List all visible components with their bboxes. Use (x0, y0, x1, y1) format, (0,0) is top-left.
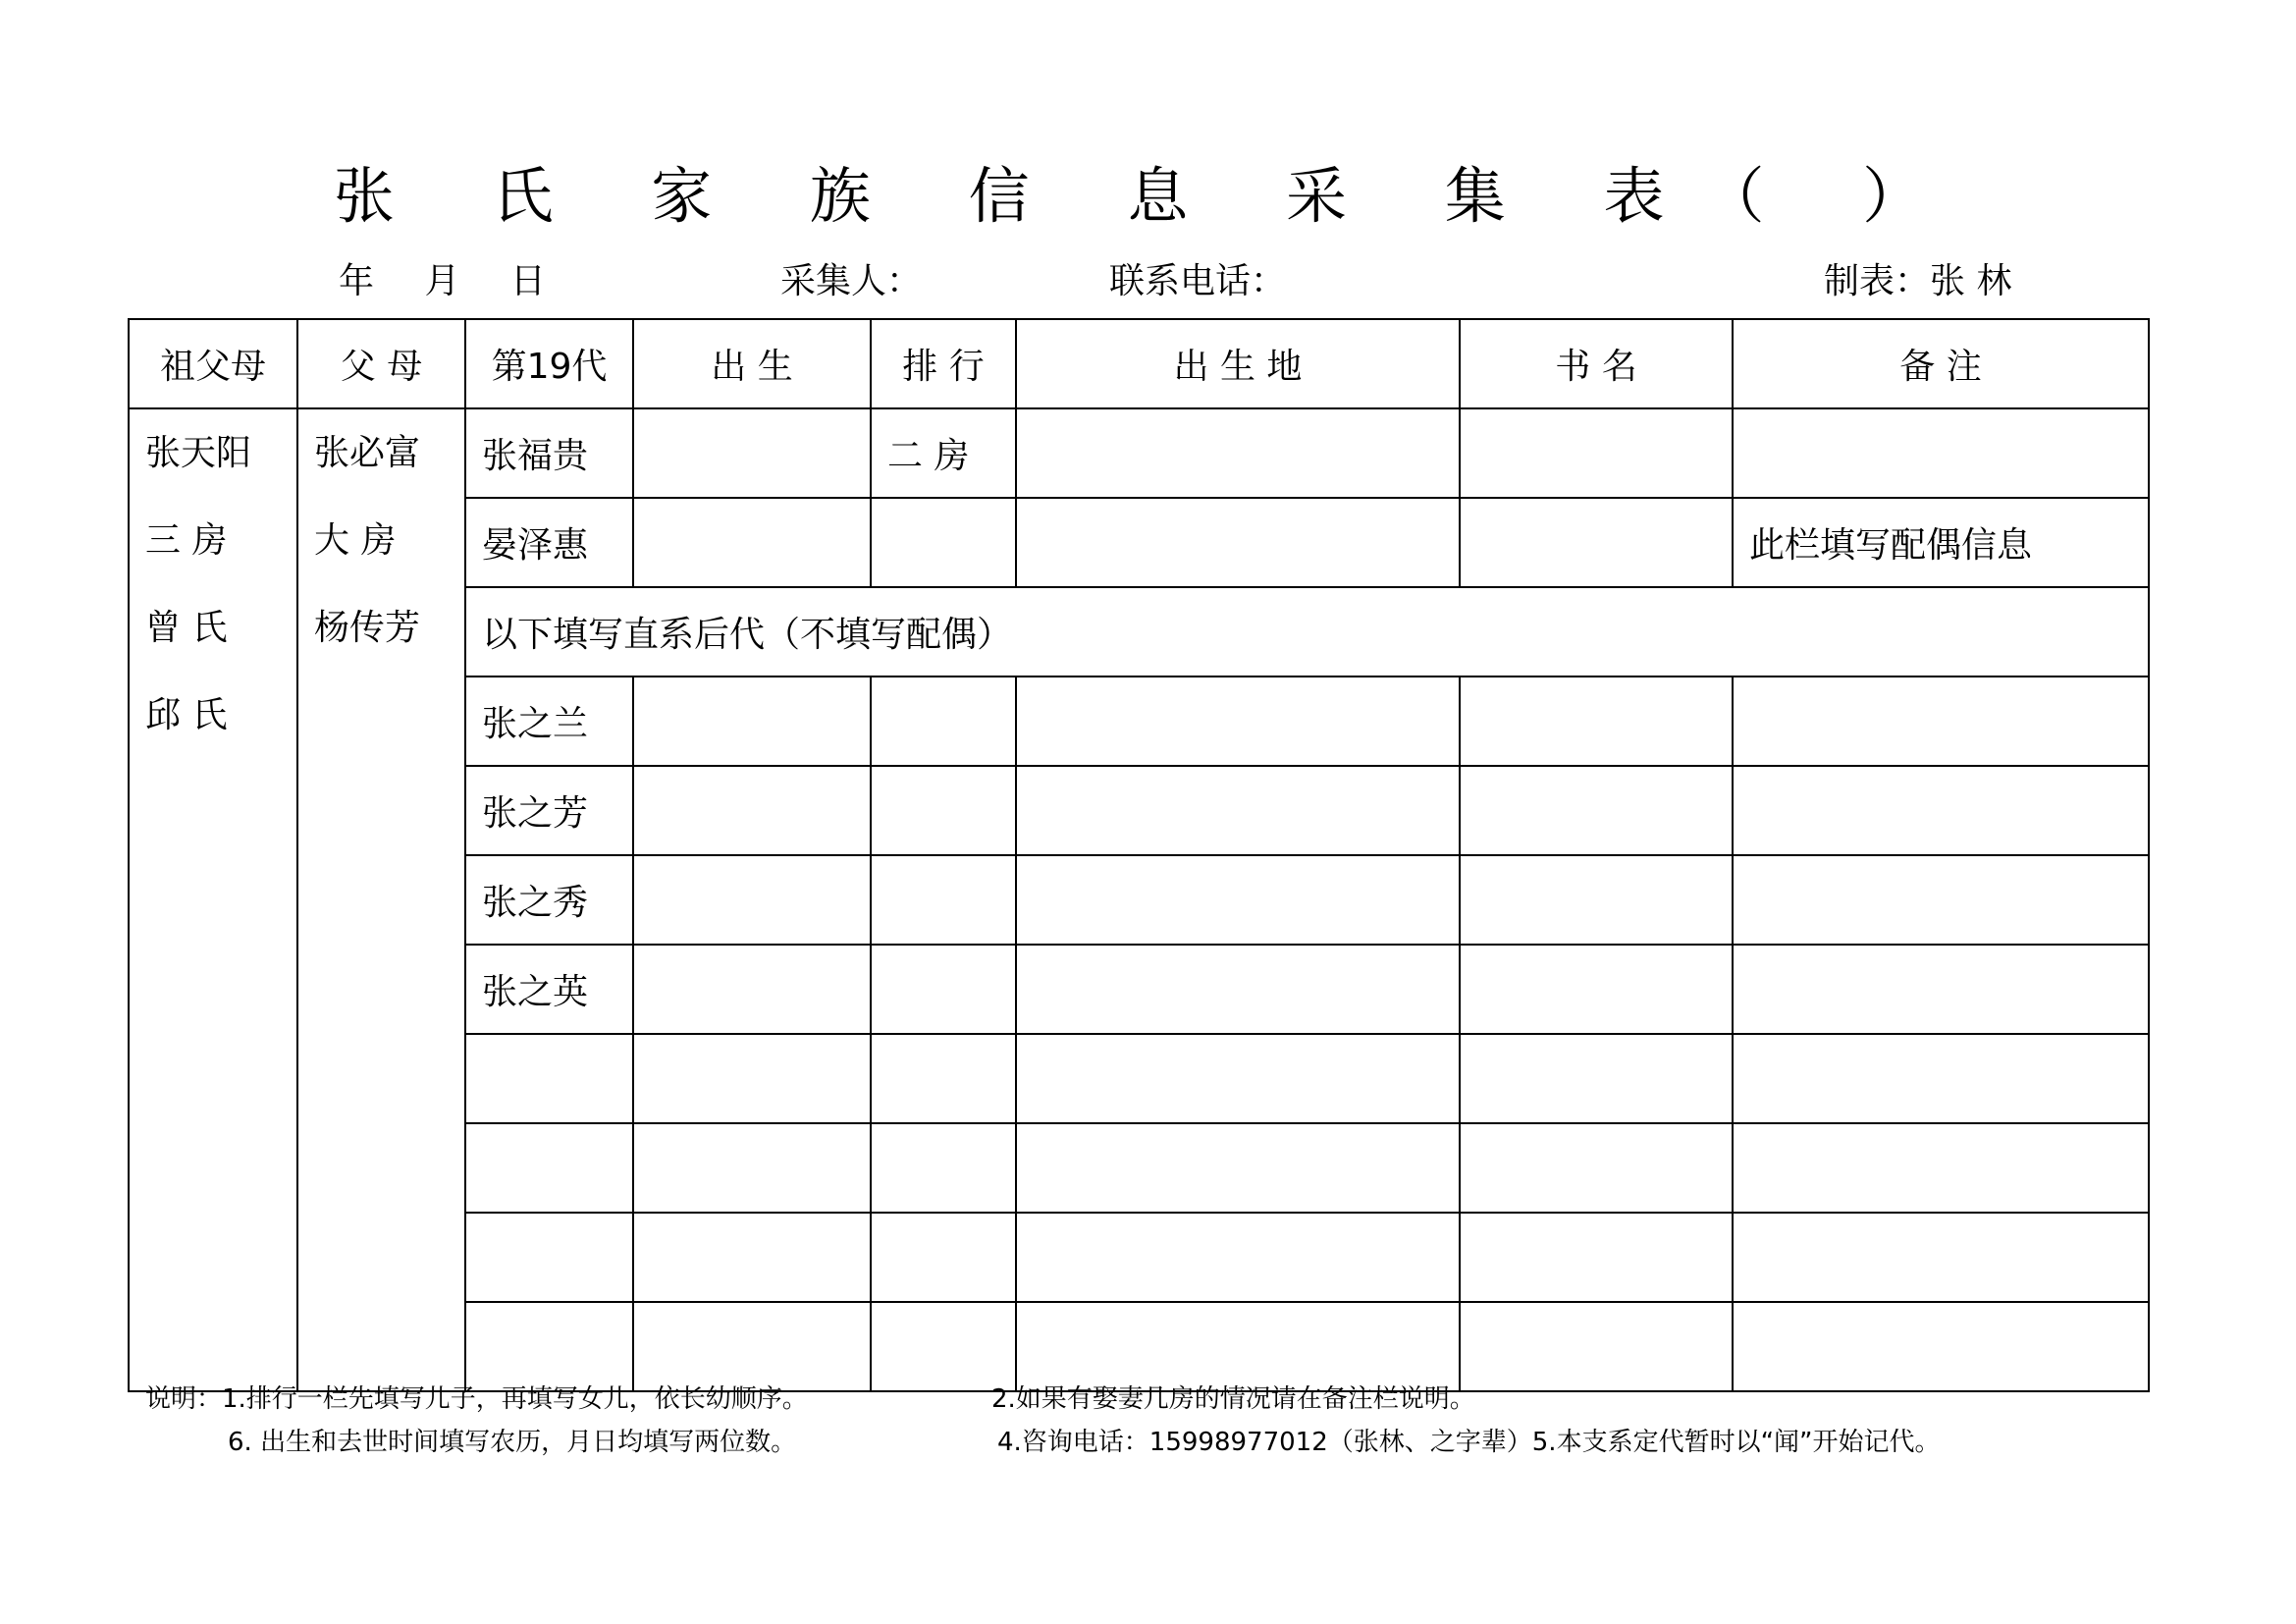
descendant-birthplace-cell[interactable] (1016, 1034, 1460, 1123)
descendant-book-name-cell[interactable] (1460, 1034, 1733, 1123)
descendant-remarks-cell[interactable] (1733, 1034, 2149, 1123)
descendant-remarks-cell[interactable] (1733, 1302, 2149, 1391)
self-book-name-cell[interactable] (1460, 408, 1733, 498)
grandparent-entry: 张天阳 (145, 433, 252, 473)
spouse-remarks-cell: 此栏填写配偶信息 (1733, 498, 2149, 587)
self-name-cell: 张福贵 (465, 408, 633, 498)
descendant-birth-cell[interactable] (633, 677, 871, 766)
form-maker-label: 制表：张 林 (1824, 261, 2012, 301)
family-info-table (128, 318, 2150, 1392)
grandparent-entry: 邱 氏 (145, 695, 228, 735)
spouse-rank-cell[interactable] (871, 498, 1016, 587)
self-row (129, 408, 2149, 498)
self-birth-cell[interactable] (633, 408, 871, 498)
grandparents-column (129, 408, 297, 1391)
spouse-birthplace-cell[interactable] (1016, 498, 1460, 587)
form-title: 张 氏 家 族 信 息 采 集 表（ ） (333, 160, 1963, 232)
descendant-birthplace-cell[interactable] (1016, 855, 1460, 945)
parent-entry: 杨传芳 (314, 608, 421, 648)
descendant-book-name-cell[interactable] (1460, 766, 1733, 855)
descendant-book-name-cell[interactable] (1460, 855, 1733, 945)
descendant-birth-cell[interactable] (633, 1213, 871, 1302)
grandparent-entry: 三 房 (145, 520, 228, 561)
contact-phone-label: 联系电话： (1109, 261, 1287, 301)
note-line1-left: 说明：1.排行一栏先填写儿子，再填写女儿，依长幼顺序。 (145, 1384, 808, 1414)
descendant-birth-cell[interactable] (633, 855, 871, 945)
descendant-birth-cell[interactable] (633, 945, 871, 1034)
descendant-remarks-cell[interactable] (1733, 945, 2149, 1034)
note-line2-left: 6. 出生和去世时间填写农历，月日均填写两位数。 (228, 1428, 797, 1457)
descendant-birthplace-cell[interactable] (1016, 1123, 1460, 1213)
descendant-remarks-cell[interactable] (1733, 1123, 2149, 1213)
descendant-book-name-cell[interactable] (1460, 1302, 1733, 1391)
descendant-rank-cell[interactable] (871, 1034, 1016, 1123)
descendant-name-cell[interactable] (465, 1034, 633, 1123)
descendant-birth-cell[interactable] (633, 1034, 871, 1123)
descendant-birthplace-cell[interactable] (1016, 766, 1460, 855)
self-birthplace-cell[interactable] (1016, 408, 1460, 498)
descendant-name-cell: 张之兰 (465, 677, 633, 766)
descendant-rank-cell[interactable] (871, 677, 1016, 766)
descendant-book-name-cell[interactable] (1460, 677, 1733, 766)
self-rank-cell: 二 房 (871, 408, 1016, 498)
spouse-name-cell: 晏泽惠 (465, 498, 633, 587)
descendant-birth-cell[interactable] (633, 1123, 871, 1213)
descendant-remarks-cell[interactable] (1733, 855, 2149, 945)
descendant-name-cell: 张之芳 (465, 766, 633, 855)
descendant-book-name-cell[interactable] (1460, 1213, 1733, 1302)
note-line1-right: 2.如果有娶妻几房的情况请在备注栏说明。 (991, 1384, 1475, 1414)
header-row (129, 319, 2149, 408)
header-remarks: 备 注 (1733, 319, 2149, 408)
collector-label: 采集人： (780, 261, 923, 301)
header-book-name: 书 名 (1460, 319, 1733, 408)
descendant-name-cell: 张之英 (465, 945, 633, 1034)
descendants-note-cell: 以下填写直系后代（不填写配偶） (465, 587, 2149, 677)
spouse-book-name-cell[interactable] (1460, 498, 1733, 587)
parents-column (297, 408, 465, 1391)
descendant-rank-cell[interactable] (871, 1123, 1016, 1213)
header-birth: 出 生 (633, 319, 871, 408)
descendant-name-cell: 张之秀 (465, 855, 633, 945)
date-field-label: 年 月 日 (339, 261, 546, 301)
grandparent-entry: 曾 氏 (145, 608, 228, 648)
header-parents: 父 母 (297, 319, 465, 408)
descendant-birthplace-cell[interactable] (1016, 677, 1460, 766)
header-birthplace: 出 生 地 (1016, 319, 1460, 408)
spouse-birth-cell[interactable] (633, 498, 871, 587)
descendant-rank-cell[interactable] (871, 945, 1016, 1034)
descendant-remarks-cell[interactable] (1733, 1213, 2149, 1302)
descendant-rank-cell[interactable] (871, 855, 1016, 945)
note-line2-right: 4.咨询电话：15998977012（张林、之字辈）5.本支系定代暂时以“闻”开始记代。 (997, 1428, 1941, 1457)
self-remarks-cell[interactable] (1733, 408, 2149, 498)
header-rank: 排 行 (871, 319, 1016, 408)
descendant-rank-cell[interactable] (871, 1213, 1016, 1302)
descendant-name-cell[interactable] (465, 1213, 633, 1302)
descendant-name-cell[interactable] (465, 1123, 633, 1213)
descendant-remarks-cell[interactable] (1733, 766, 2149, 855)
parent-entry: 张必富 (314, 433, 421, 473)
descendant-remarks-cell[interactable] (1733, 677, 2149, 766)
descendant-book-name-cell[interactable] (1460, 945, 1733, 1034)
descendant-book-name-cell[interactable] (1460, 1123, 1733, 1213)
header-grandparents: 祖父母 (129, 319, 297, 408)
header-generation: 第19代 (465, 319, 633, 408)
descendant-birth-cell[interactable] (633, 766, 871, 855)
parent-entry: 大 房 (314, 520, 397, 561)
descendant-birthplace-cell[interactable] (1016, 945, 1460, 1034)
descendant-birthplace-cell[interactable] (1016, 1213, 1460, 1302)
descendant-rank-cell[interactable] (871, 766, 1016, 855)
